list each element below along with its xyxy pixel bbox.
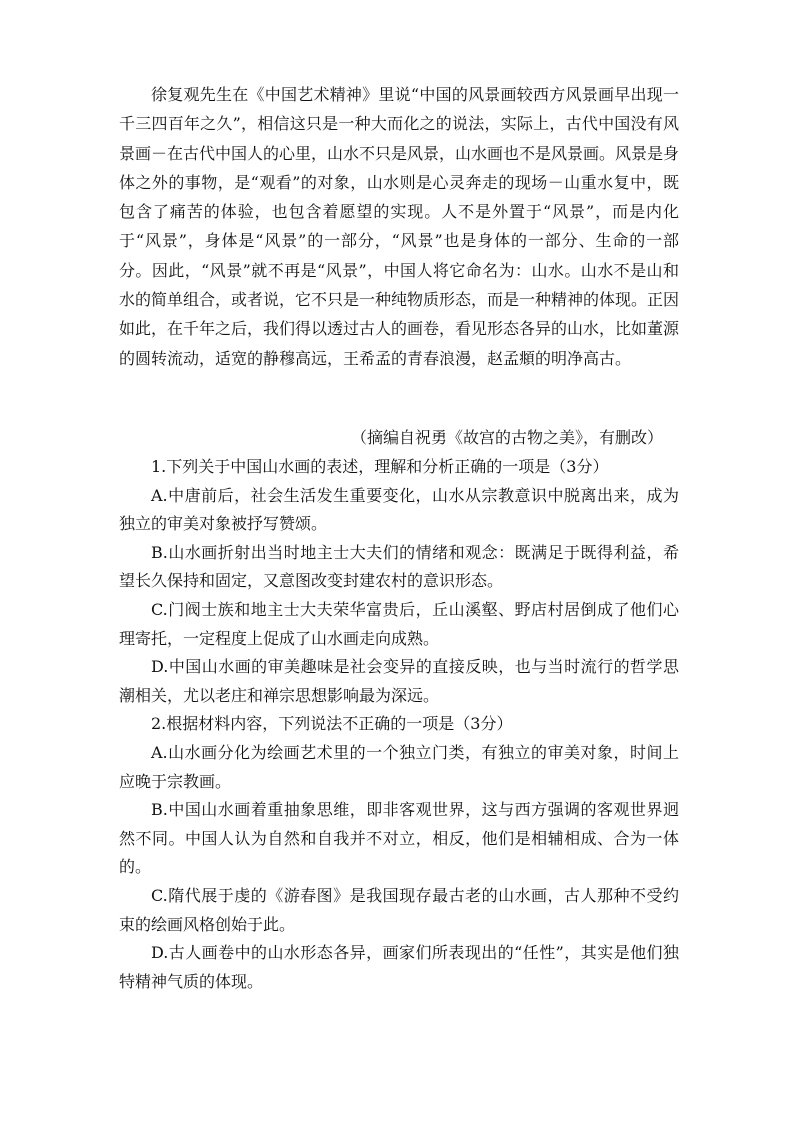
question-1-option-c: C.门阀士族和地主士大夫荣华富贵后，丘山溪壑、野店村居倒成了他们心理寄托，一定程度上促成了山水画走向成熟。 [119, 599, 679, 648]
passage-paragraph: 徐复观先生在《中国艺术精神》里说“中国的风景画较西方风景画早出现一千三四百年之久”，相信这只是一种大而化之的说法，实际上，古代中国没有风景画－在古代中国人的心里，山水不只是风景，山水画也不是风景画。风景是身体之外的事物，是“观看”的对象，山水则是心灵奔走的现场－山重水复中，既包含了痛苦的体验，也包含着愿望的实现。人不是外置于“风景”，而是内化于“风景”，身体是“风景”的一部分，“风景”也是身体的一部分、生命的一部分。因此，“风景”就不再是“风景”，中国人将它命名为：山水。山水不是山和水的简单组合，或者说，它不只是一种纯物质形态，而是一种精神的体现。正因如此，在千年之后，我们得以透过古人的画卷，看见形态各异的山水，比如董源的圆转流动，适宽的静穆高远，王希孟的青春浪漫，赵孟頫的明净高古。 [119, 85, 680, 368]
question-2-option-a: A.山水画分化为绘画艺术里的一个独立门类，有独立的审美对象，时间上应晚于宗教画。 [119, 742, 679, 791]
source-citation: （摘编自祝勇《故宫的古物之美》，有删改） [351, 428, 664, 447]
question-1-option-b: B.山水画折射出当时地主士大夫们的情绪和观念：既满足于既得利益，希望长久保持和固定，又意图改变封建农村的意识形态。 [119, 542, 679, 591]
question-2-option-c: C.隋代展于虔的《游春图》是我国现存最古老的山水画，古人那种不受约束的绘画风格创始于此。 [119, 885, 679, 934]
question-1-option-a: A.中唐前后，社会生活发生重要变化，山水从宗教意识中脱离出来，成为独立的审美对象被抒写赞颂。 [119, 485, 679, 534]
questions [119, 453, 679, 996]
question-1-stem: 1.下列关于中国山水画的表述，理解和分析正确的一项是（3分） [151, 457, 609, 476]
question-2-stem: 2.根据材料内容，下列说法不正确的一项是（3分） [151, 714, 513, 734]
question-2-option-d: D.古人画卷中的山水形态各异，画家们所表现出的“任性”，其实是他们独特精神气质的体现。 [119, 943, 679, 991]
question-2-option-b: B.中国山水画着重抽象思维，即非客观世界，这与西方强调的客观世界迥然不同。中国人认为自然和自我并不对立，相反，他们是相辅相成、合为一体的。 [119, 800, 679, 877]
passage [119, 80, 679, 373]
question-1-option-d: D.中国山水画的审美趣味是社会变异的直接反映，也与当时流行的哲学思潮相关，尤以老庄和禅宗思想影响最为深远。 [119, 657, 679, 705]
